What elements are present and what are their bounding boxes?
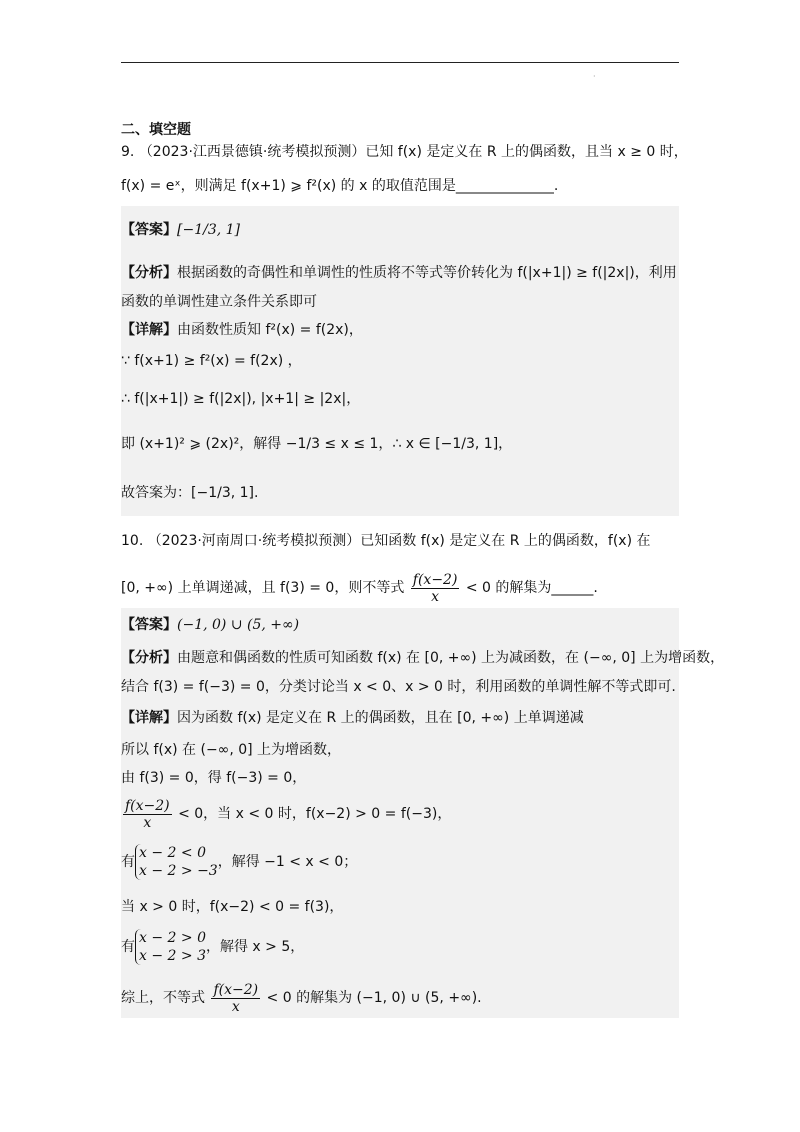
q10-system-1-b: x − 2 > −3 (139, 863, 218, 879)
q10-detail-5-pre: 有 (121, 854, 135, 870)
q9-stem-2: f(x) = eˣ，则满足 f(x+1) ⩾ f²(x) 的 x 的取值范围是______________. (121, 178, 559, 194)
q10-stem-2b: < 0 的解集为______. (465, 580, 598, 596)
q10-detail-5 (121, 843, 357, 881)
q10-system-1-a: x − 2 < 0 (139, 845, 206, 861)
q9-detail-5: 故答案为：[−1/3, 1]. (121, 485, 259, 501)
q10-detail-text-1: 因为函数 f(x) 是定义在 R 上的偶函数，且在 [0, +∞) 上单调递减 (177, 710, 584, 726)
q10-line-1 (121, 531, 651, 551)
q10-stem-denominator: x (431, 588, 440, 605)
q10-conclusion-denominator: x (231, 998, 240, 1015)
q9-answer-label: 【答案】 (121, 222, 177, 238)
q9-number: 9. (121, 144, 135, 160)
q10-number: 10. (121, 533, 144, 549)
q9-detail-1 (121, 320, 363, 340)
q10-stem-1: 已知函数 f(x) 是定义在 R 上的偶函数，f(x) 在 (360, 533, 651, 549)
q9-analysis-label: 【分析】 (121, 265, 177, 281)
q10-detail-8 (121, 980, 482, 1016)
q9-analysis-1 (121, 263, 677, 283)
q10-analysis-1 (121, 648, 724, 668)
q10-detail-4-rest: < 0，当 x < 0 时，f(x−2) > 0 = f(−3)， (178, 806, 452, 822)
q10-detail-numerator: f(x−2) (125, 797, 170, 814)
q10-source: （2023·河南周口·统考模拟预测） (147, 533, 361, 549)
q9-analysis-2: 函数的单调性建立条件关系即可 (121, 294, 317, 310)
q10-detail-7-post: ，解得 x > 5， (205, 939, 305, 955)
q10-detail-7 (121, 928, 304, 966)
q10-answer-value: (−1, 0) ∪ (5, +∞) (177, 617, 300, 633)
q9-detail-text-1: 由函数性质知 f²(x) = f(2x)， (177, 322, 363, 338)
q10-detail-4 (121, 796, 451, 832)
q10-system-2-a: x − 2 > 0 (139, 930, 206, 946)
q10-detail-5-post: ，解得 −1 < x < 0； (217, 854, 358, 870)
q10-analysis-text-1: 由题意和偶函数的性质可知函数 f(x) 在 [0, +∞) 上为减函数，在 (−∞, 0] 上为增函数， (177, 650, 725, 666)
q9-analysis-text-1: 根据函数的奇偶性和单调性的性质将不等式等价转化为 f(|x+1|) ≥ f(|2x|)，利用 (177, 265, 677, 281)
q9-detail-label: 【详解】 (121, 322, 177, 338)
q10-conclusion-fraction (211, 982, 260, 1015)
q9-answer (121, 220, 240, 240)
header-rule (121, 62, 679, 63)
q10-stem-2 (121, 570, 598, 606)
q10-stem-2a: [0, +∞) 上单调递减，且 f(3) = 0，则不等式 (121, 580, 405, 596)
q9-stem-1: 已知 f(x) 是定义在 R 上的偶函数，且当 x ≥ 0 时， (365, 144, 688, 160)
q10-system-2 (135, 929, 206, 965)
q9-line-1 (121, 142, 688, 162)
q10-detail-denominator: x (143, 814, 152, 831)
q10-system-2-b: x − 2 > 3 (139, 948, 206, 964)
q10-answer (121, 615, 299, 635)
q10-detail-label: 【详解】 (121, 710, 177, 726)
q10-analysis-2: 结合 f(3) = f(−3) = 0，分类讨论当 x < 0、x > 0 时，利用函数的单调性解不等式即可. (121, 679, 676, 695)
q10-detail-8-pre: 综上，不等式 (121, 990, 205, 1006)
q10-detail-fraction (123, 798, 172, 831)
q10-analysis-label: 【分析】 (121, 650, 177, 666)
q9-detail-4: 即 (x+1)² ⩾ (2x)²，解得 −1/3 ≤ x ≤ 1，∴ x ∈ [−1/3, 1]， (121, 436, 513, 452)
q9-source: （2023·江西景德镇·统考模拟预测） (138, 144, 366, 160)
q9-answer-value: [−1/3, 1] (177, 222, 240, 238)
page-dot-mark: · (593, 72, 596, 81)
q10-answer-label: 【答案】 (121, 617, 177, 633)
q9-detail-2: ∵ f(x+1) ≥ f²(x) = f(2x) ， (121, 353, 302, 369)
q10-conclusion-numerator: f(x−2) (213, 981, 259, 998)
q10-system-1 (135, 844, 218, 880)
q10-detail-2: 所以 f(x) 在 (−∞, 0] 上为增函数， (121, 742, 342, 758)
q10-detail-1 (121, 708, 584, 728)
q9-detail-3: ∴ f(|x+1|) ≥ f(|2x|), |x+1| ≥ |2x|， (121, 391, 361, 407)
q10-detail-7-pre: 有 (121, 939, 135, 955)
q10-stem-fraction (411, 572, 460, 605)
q10-detail-8-post: < 0 的解集为 (−1, 0) ∪ (5, +∞). (266, 990, 482, 1006)
q10-detail-6: 当 x > 0 时，f(x−2) < 0 = f(3)， (121, 899, 344, 915)
q10-detail-3: 由 f(3) = 0，得 f(−3) = 0， (121, 770, 307, 786)
section-title: 二、填空题 (121, 122, 191, 138)
q10-stem-numerator: f(x−2) (412, 571, 458, 588)
